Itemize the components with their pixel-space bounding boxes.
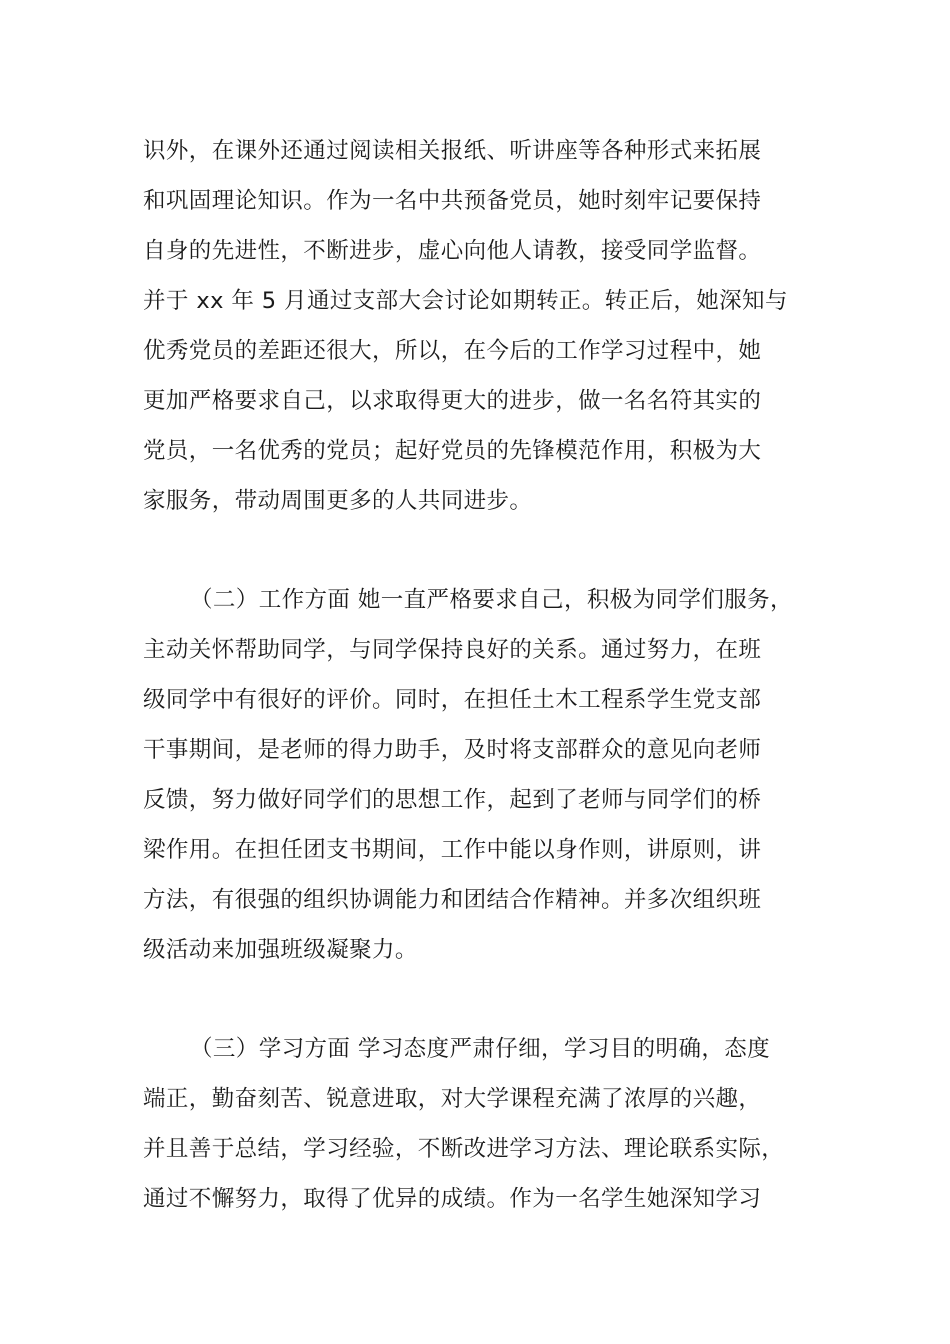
section-heading-line: （二）工作方面 她一直严格要求自己，积极为同学们服务， <box>190 587 793 613</box>
text-line: 反馈，努力做好同学们的思想工作，起到了老师与同学们的桥 <box>143 787 762 813</box>
text-line: 级活动来加强班级凝聚力。 <box>143 937 418 963</box>
text-line: 级同学中有很好的评价。同时，在担任土木工程系学生党支部 <box>143 687 762 713</box>
text-line: 梁作用。在担任团支书期间，工作中能以身作则，讲原则，讲 <box>143 837 762 863</box>
text-line: 端正，勤奋刻苦、锐意进取，对大学课程充满了浓厚的兴趣， <box>143 1086 762 1112</box>
text-line: 干事期间，是老师的得力助手，及时将支部群众的意见向老师 <box>143 737 762 763</box>
text-line: 并于 xx 年 5 月通过支部大会讨论如期转正。转正后，她深知与 <box>143 288 788 314</box>
text-line: 并且善于总结，学习经验，不断改进学习方法、理论联系实际， <box>143 1136 785 1162</box>
text-line: 识外，在课外还通过阅读相关报纸、听讲座等各种形式来拓展 <box>143 138 762 164</box>
text-line: 更加严格要求自己，以求取得更大的进步，做一名名符其实的 <box>143 388 762 414</box>
section-heading-line: （三）学习方面 学习态度严肃仔细，学习目的明确，态度 <box>190 1036 771 1062</box>
text-line: 家服务，带动周围更多的人共同进步。 <box>143 488 533 514</box>
text-line: 党员，一名优秀的党员；起好党员的先锋模范作用，积极为大 <box>143 438 762 464</box>
text-line: 通过不懈努力，取得了优异的成绩。作为一名学生她深知学习 <box>143 1186 762 1212</box>
text-line: 自身的先进性，不断进步，虚心向他人请教，接受同学监督。 <box>143 238 762 264</box>
text-line: 方法，有很强的组织协调能力和团结合作精神。并多次组织班 <box>143 887 762 913</box>
text-line: 主动关怀帮助同学，与同学保持良好的关系。通过努力，在班 <box>143 637 762 663</box>
text-line: 优秀党员的差距还很大，所以，在今后的工作学习过程中，她 <box>143 338 762 364</box>
text-line: 和巩固理论知识。作为一名中共预备党员，她时刻牢记要保持 <box>143 188 762 214</box>
